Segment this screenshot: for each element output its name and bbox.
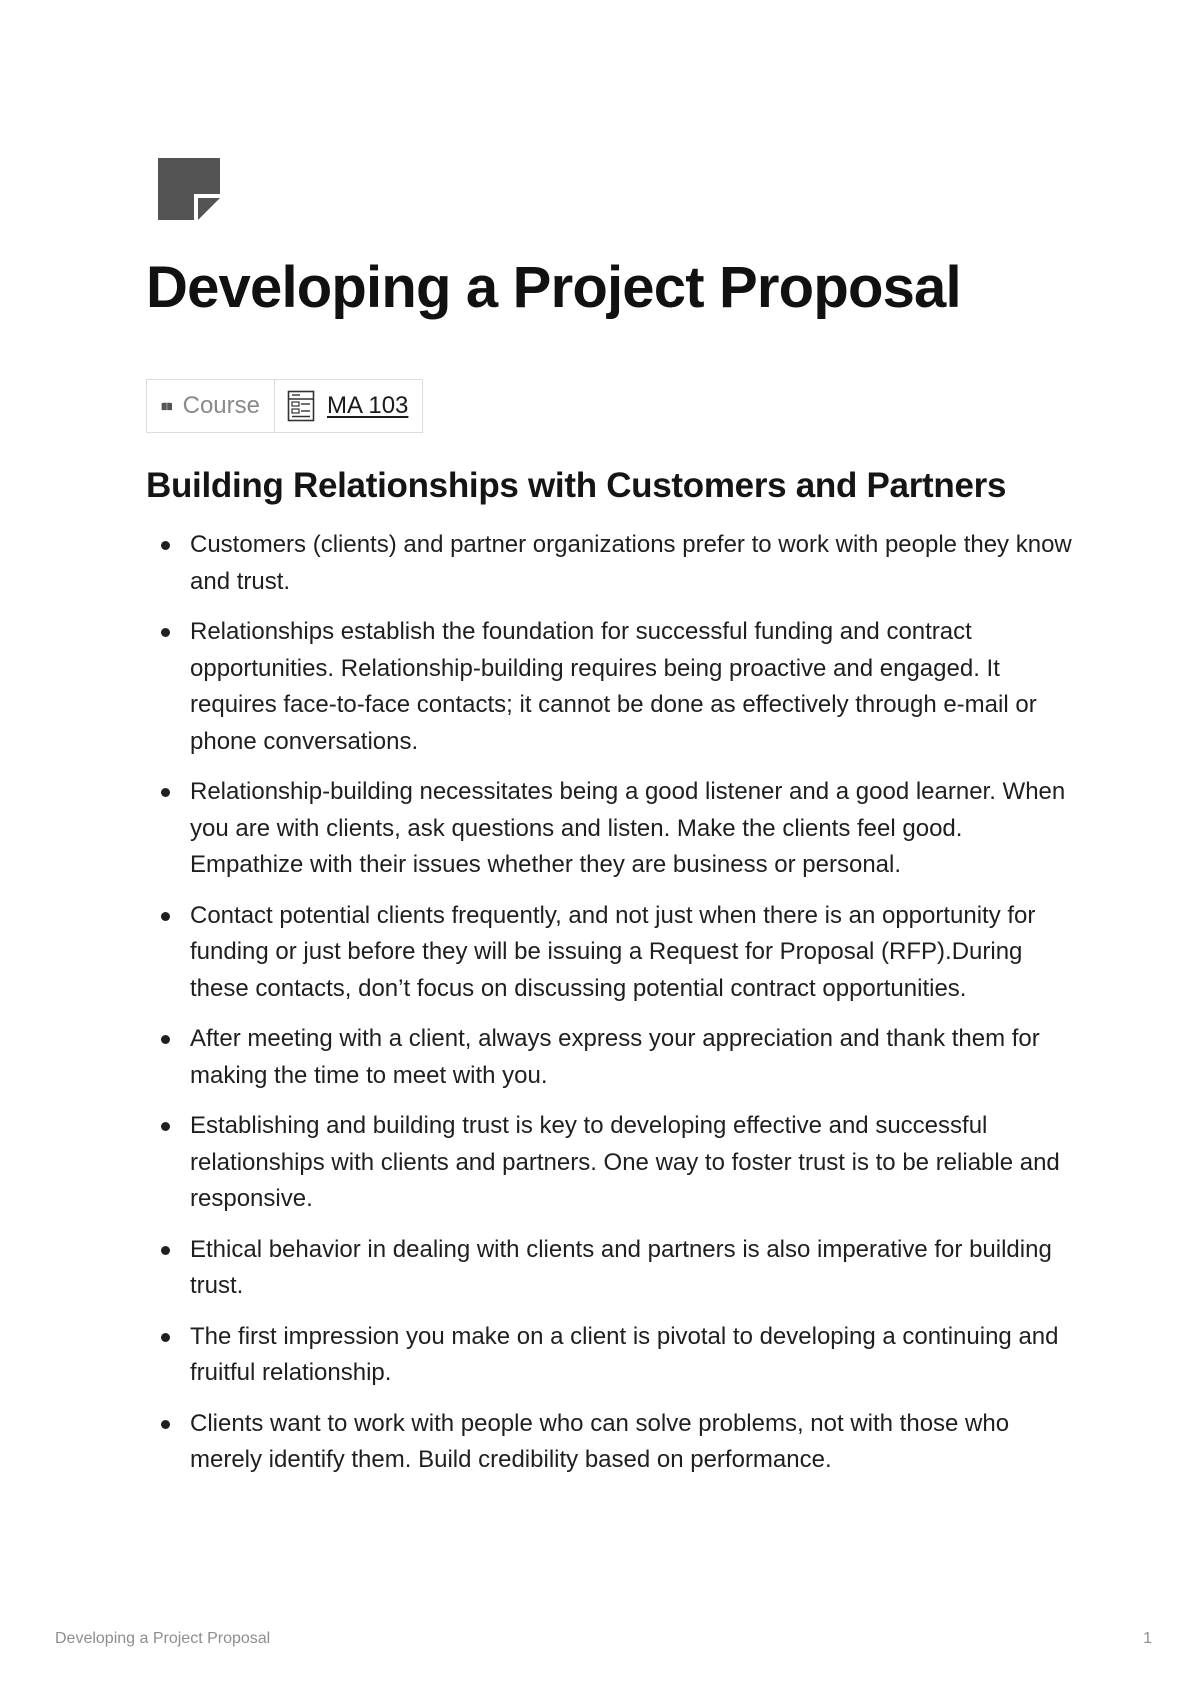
list-item: [146, 1406, 1076, 1479]
list-item-text: The first impression you make on a client is pivotal to developing a continuing and fruitful relationship.: [190, 1322, 1059, 1386]
bullet-icon: [161, 628, 170, 637]
page-title: Developing a Project Proposal: [146, 255, 961, 320]
list-item: [146, 1232, 1076, 1305]
list-item-text: Contact potential clients frequently, and not just when there is an opportunity for funding or just before they will be issuing a Request for Proposal (RFP).During these contacts, don’t focus on discussing potential contract opportunities.: [190, 901, 1036, 1002]
bullet-icon: [161, 1420, 170, 1429]
list-item-text: Relationship-building necessitates being a good listener and a good learner. When you are with clients, ask questions and listen. Make the clients feel good. Empathize with their issues whether they are business or personal.: [190, 778, 1066, 878]
bullet-icon: [161, 788, 170, 797]
footer-title: Developing a Project Proposal: [55, 1630, 271, 1647]
bullet-icon: [161, 1333, 170, 1342]
list-item-text: Customers (clients) and partner organizations prefer to work with people they know and trust.: [190, 531, 1072, 595]
list-item-text: Establishing and building trust is key to developing effective and successful relationships with clients and partners. One way to foster trust is to be reliable and responsive.: [190, 1112, 1060, 1212]
property-name-label: Course: [182, 392, 260, 419]
property-name-cell: [147, 380, 275, 432]
bullet-icon: [161, 1122, 170, 1131]
list-item: [146, 774, 1076, 884]
course-link[interactable]: MA 103: [327, 392, 409, 419]
list-item: [146, 614, 1076, 760]
property-table: [146, 379, 423, 433]
list-item-text: Ethical behavior in dealing with clients and partners is also imperative for building trust.: [190, 1235, 1052, 1299]
list-item: [146, 1021, 1076, 1094]
section-heading: Building Relationships with Customers and Partners: [146, 466, 1007, 505]
book-icon: [161, 398, 173, 414]
property-value-cell[interactable]: [275, 380, 422, 432]
list-item-text: Relationships establish the foundation for successful funding and contract opportunities. Relationship-building requires being proactive and engaged. It requires face-to-face contacts; it cannot be done as effectively through e-mail or phone conversations.: [190, 618, 1037, 755]
list-item-text: Clients want to work with people who can solve problems, not with those who merely identify them. Build credibility based on performance.: [190, 1409, 1010, 1473]
page-icon: [158, 158, 220, 220]
bullet-icon: [161, 541, 170, 550]
database-icon: [287, 390, 315, 422]
bullet-icon: [161, 912, 170, 921]
list-item-text: After meeting with a client, always express your appreciation and thank them for making the time to meet with you.: [190, 1025, 1040, 1089]
list-item: [146, 898, 1076, 1008]
bullet-list: [146, 527, 1076, 1493]
footer-page-number: 1: [1143, 1630, 1152, 1647]
bullet-icon: [161, 1035, 170, 1044]
bullet-icon: [161, 1246, 170, 1255]
list-item: [146, 1108, 1076, 1218]
list-item: [146, 1319, 1076, 1392]
list-item: [146, 527, 1076, 600]
